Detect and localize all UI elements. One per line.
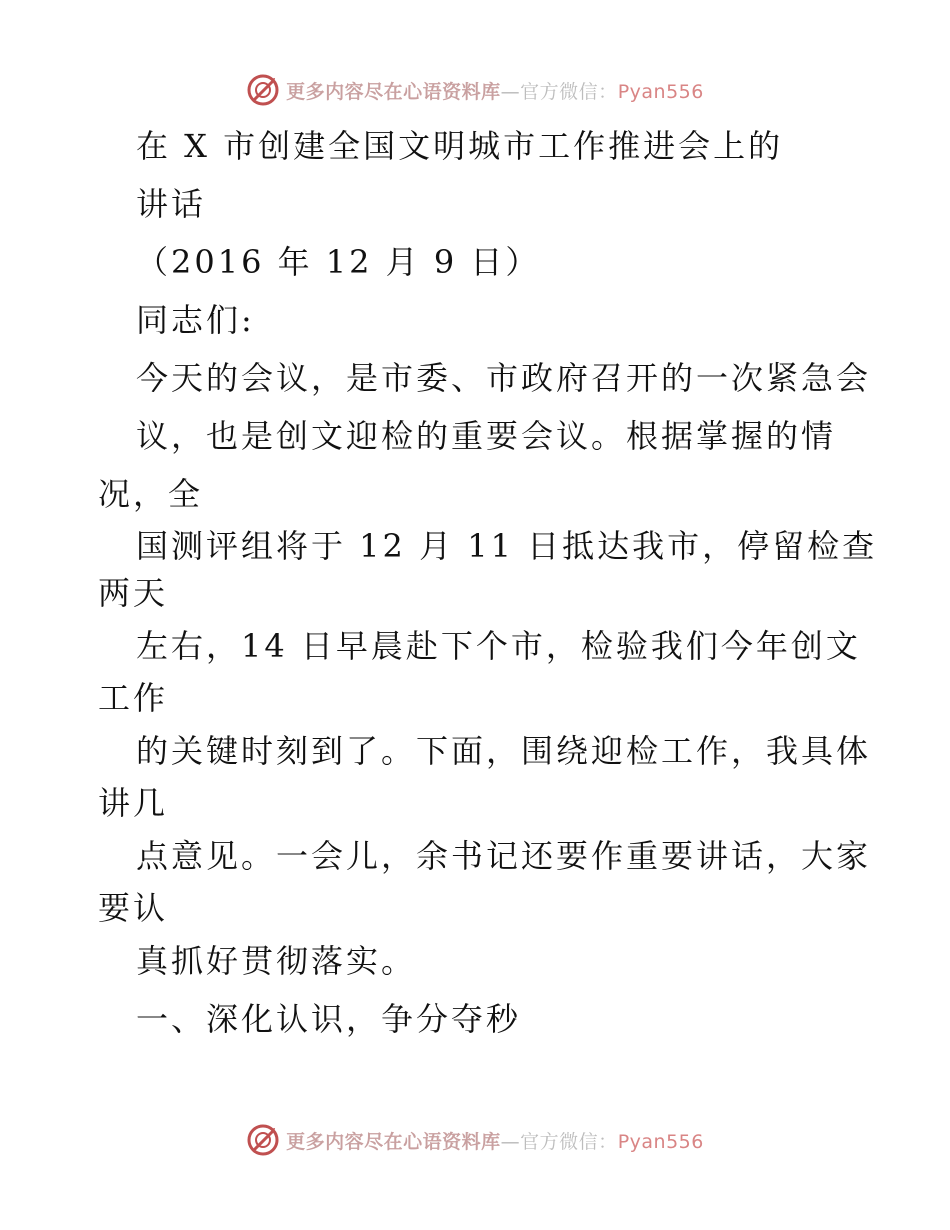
- paragraph-line: 工作: [98, 679, 169, 717]
- paragraph-line: 的关键时刻到了。下面，围绕迎检工作，我具体: [136, 732, 872, 770]
- paragraph-line: 真抓好贯彻落实。: [136, 942, 417, 980]
- document-body: [0, 117, 950, 1048]
- paragraph-line: 要认: [98, 889, 169, 927]
- paragraph-line: 议，也是创文迎检的重要会议。根据掌握的情: [136, 417, 837, 455]
- salutation: 同志们:: [136, 301, 255, 339]
- banner-main-text: 更多内容尽在心语资料库: [286, 1130, 501, 1153]
- footer-banner: [0, 1120, 950, 1160]
- banner-text: [286, 1127, 704, 1154]
- banner-separator: —: [500, 1130, 521, 1153]
- paragraph-line: 点意见。一会儿，余书记还要作重要讲话，大家: [136, 837, 872, 875]
- banner-wechat-id: Pyan556: [617, 80, 704, 103]
- paragraph-line: 况，全: [98, 475, 204, 513]
- paragraph-line: 国测评组将于 12 月 11 日抵达我市，停留检查: [136, 527, 878, 565]
- banner-text: [286, 77, 704, 104]
- banner-wechat-label: 官方微信：: [520, 1130, 618, 1153]
- paragraph-line: 两天: [98, 574, 169, 612]
- paragraph-line: 左右，14 日早晨赴下个市，检验我们今年创文: [136, 627, 861, 665]
- header-banner: [0, 70, 950, 110]
- banner-wechat-label: 官方微信：: [520, 80, 618, 103]
- banner-separator: —: [500, 80, 521, 103]
- logo-icon: [246, 73, 280, 107]
- logo-icon: [246, 1123, 280, 1157]
- title-line-2: 讲话: [136, 185, 207, 223]
- section-heading: 一、深化认识，争分夺秒: [136, 1000, 522, 1038]
- banner-main-text: 更多内容尽在心语资料库: [286, 80, 501, 103]
- banner-wechat-id: Pyan556: [617, 1130, 704, 1153]
- title-line-1: 在 X 市创建全国文明城市工作推进会上的: [136, 127, 784, 165]
- paragraph-line: 讲几: [98, 784, 169, 822]
- paragraph-line: 今天的会议，是市委、市政府召开的一次紧急会: [136, 359, 872, 397]
- date-line: （2016 年 12 月 9 日）: [136, 243, 541, 281]
